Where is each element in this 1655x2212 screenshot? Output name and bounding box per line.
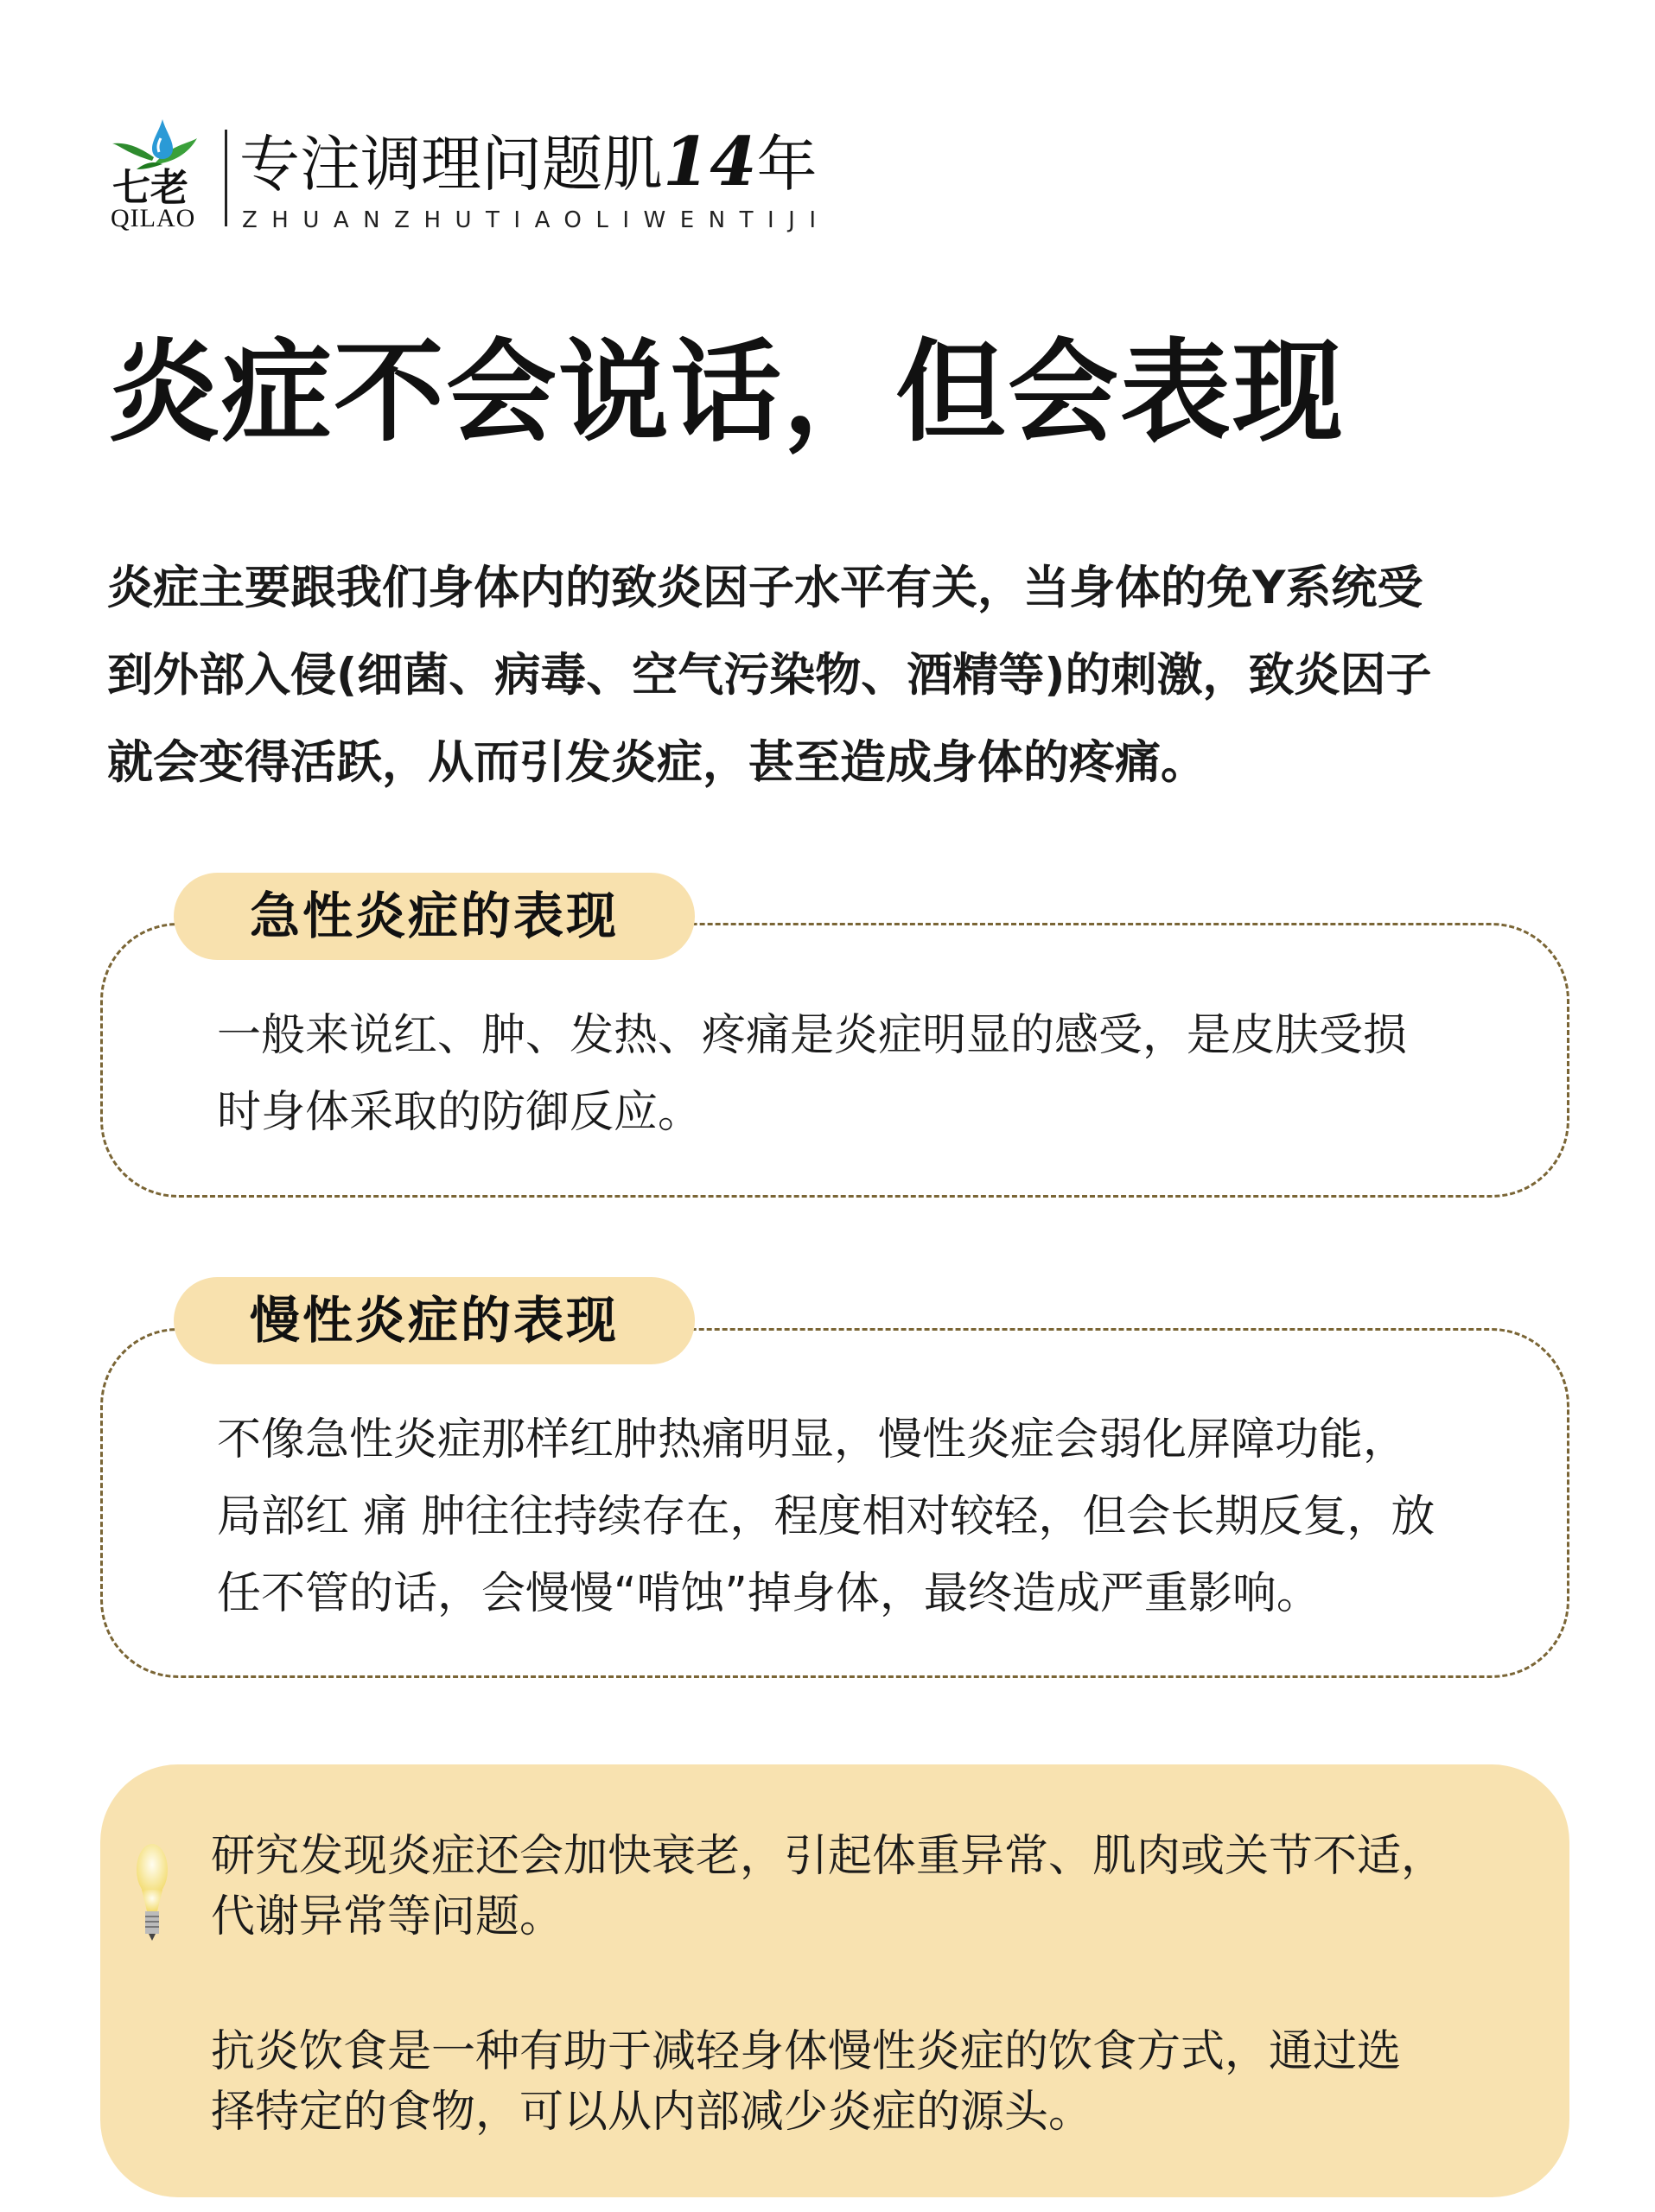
text-line: 局部红 痛 肿往往持续存在，程度相对较轻，但会长期反复，放 — [217, 1491, 1435, 1542]
slogan — [239, 123, 818, 201]
tip-paragraph-1 — [211, 1827, 1445, 1948]
intro-paragraph — [107, 544, 1431, 806]
intro-line: 就会变得活跃，从而引发炎症，甚至造成身体的疼痛。 — [107, 736, 1206, 789]
text-line: 一般来说红、肿、发热、疼痛是炎症明显的感受，是皮肤受损 — [217, 1010, 1408, 1061]
acute-section-text — [217, 997, 1407, 1151]
acute-section-label: 急性炎症的表现 — [174, 873, 695, 960]
text-line: 择特定的食物，可以从内部减少炎症的源头。 — [211, 2087, 1093, 2138]
intro-line: 炎症主要跟我们身体内的致炎因子水平有关，当身体的免Y系统受 — [107, 562, 1423, 614]
slogan-pinyin: ZHUANZHUTIAOLIWENTIJI — [242, 207, 831, 233]
text-line: 研究发现炎症还会加快衰老，引起体重异常、肌肉或关节不适， — [211, 1831, 1446, 1882]
tip-box — [100, 1764, 1569, 2197]
text-line: 不像急性炎症那样红肿热痛明显，慢性炎症会弱化屏障功能， — [217, 1414, 1408, 1465]
intro-line: 到外部入侵(细菌、病毒、空气污染物、酒精等)的刺激，致炎因子 — [107, 649, 1432, 702]
brand-logo: 七老 QILAO — [111, 119, 218, 232]
tip-paragraph-2 — [211, 2022, 1401, 2143]
header-divider — [225, 130, 227, 226]
text-line: 任不管的话，会慢慢“啃蚀”掉身体，最终造成严重影响。 — [217, 1568, 1321, 1619]
page-title: 炎症不会说话，但会表现 — [109, 328, 1346, 457]
slogan-number: 14 — [663, 123, 757, 201]
chronic-section-text — [217, 1402, 1435, 1632]
text-line: 代谢异常等问题。 — [211, 1891, 564, 1942]
text-line: 抗炎饮食是一种有助于减轻身体慢性炎症的饮食方式，通过选 — [211, 2026, 1402, 2077]
slogan-suffix: 年 — [756, 129, 818, 200]
lightbulb-icon — [135, 1842, 169, 1946]
slogan-prefix: 专注调理问题肌 — [239, 129, 663, 200]
text-line: 时身体采取的防御反应。 — [217, 1087, 703, 1138]
chronic-section-label: 慢性炎症的表现 — [174, 1277, 695, 1364]
leaf-drop-icon — [111, 119, 218, 171]
